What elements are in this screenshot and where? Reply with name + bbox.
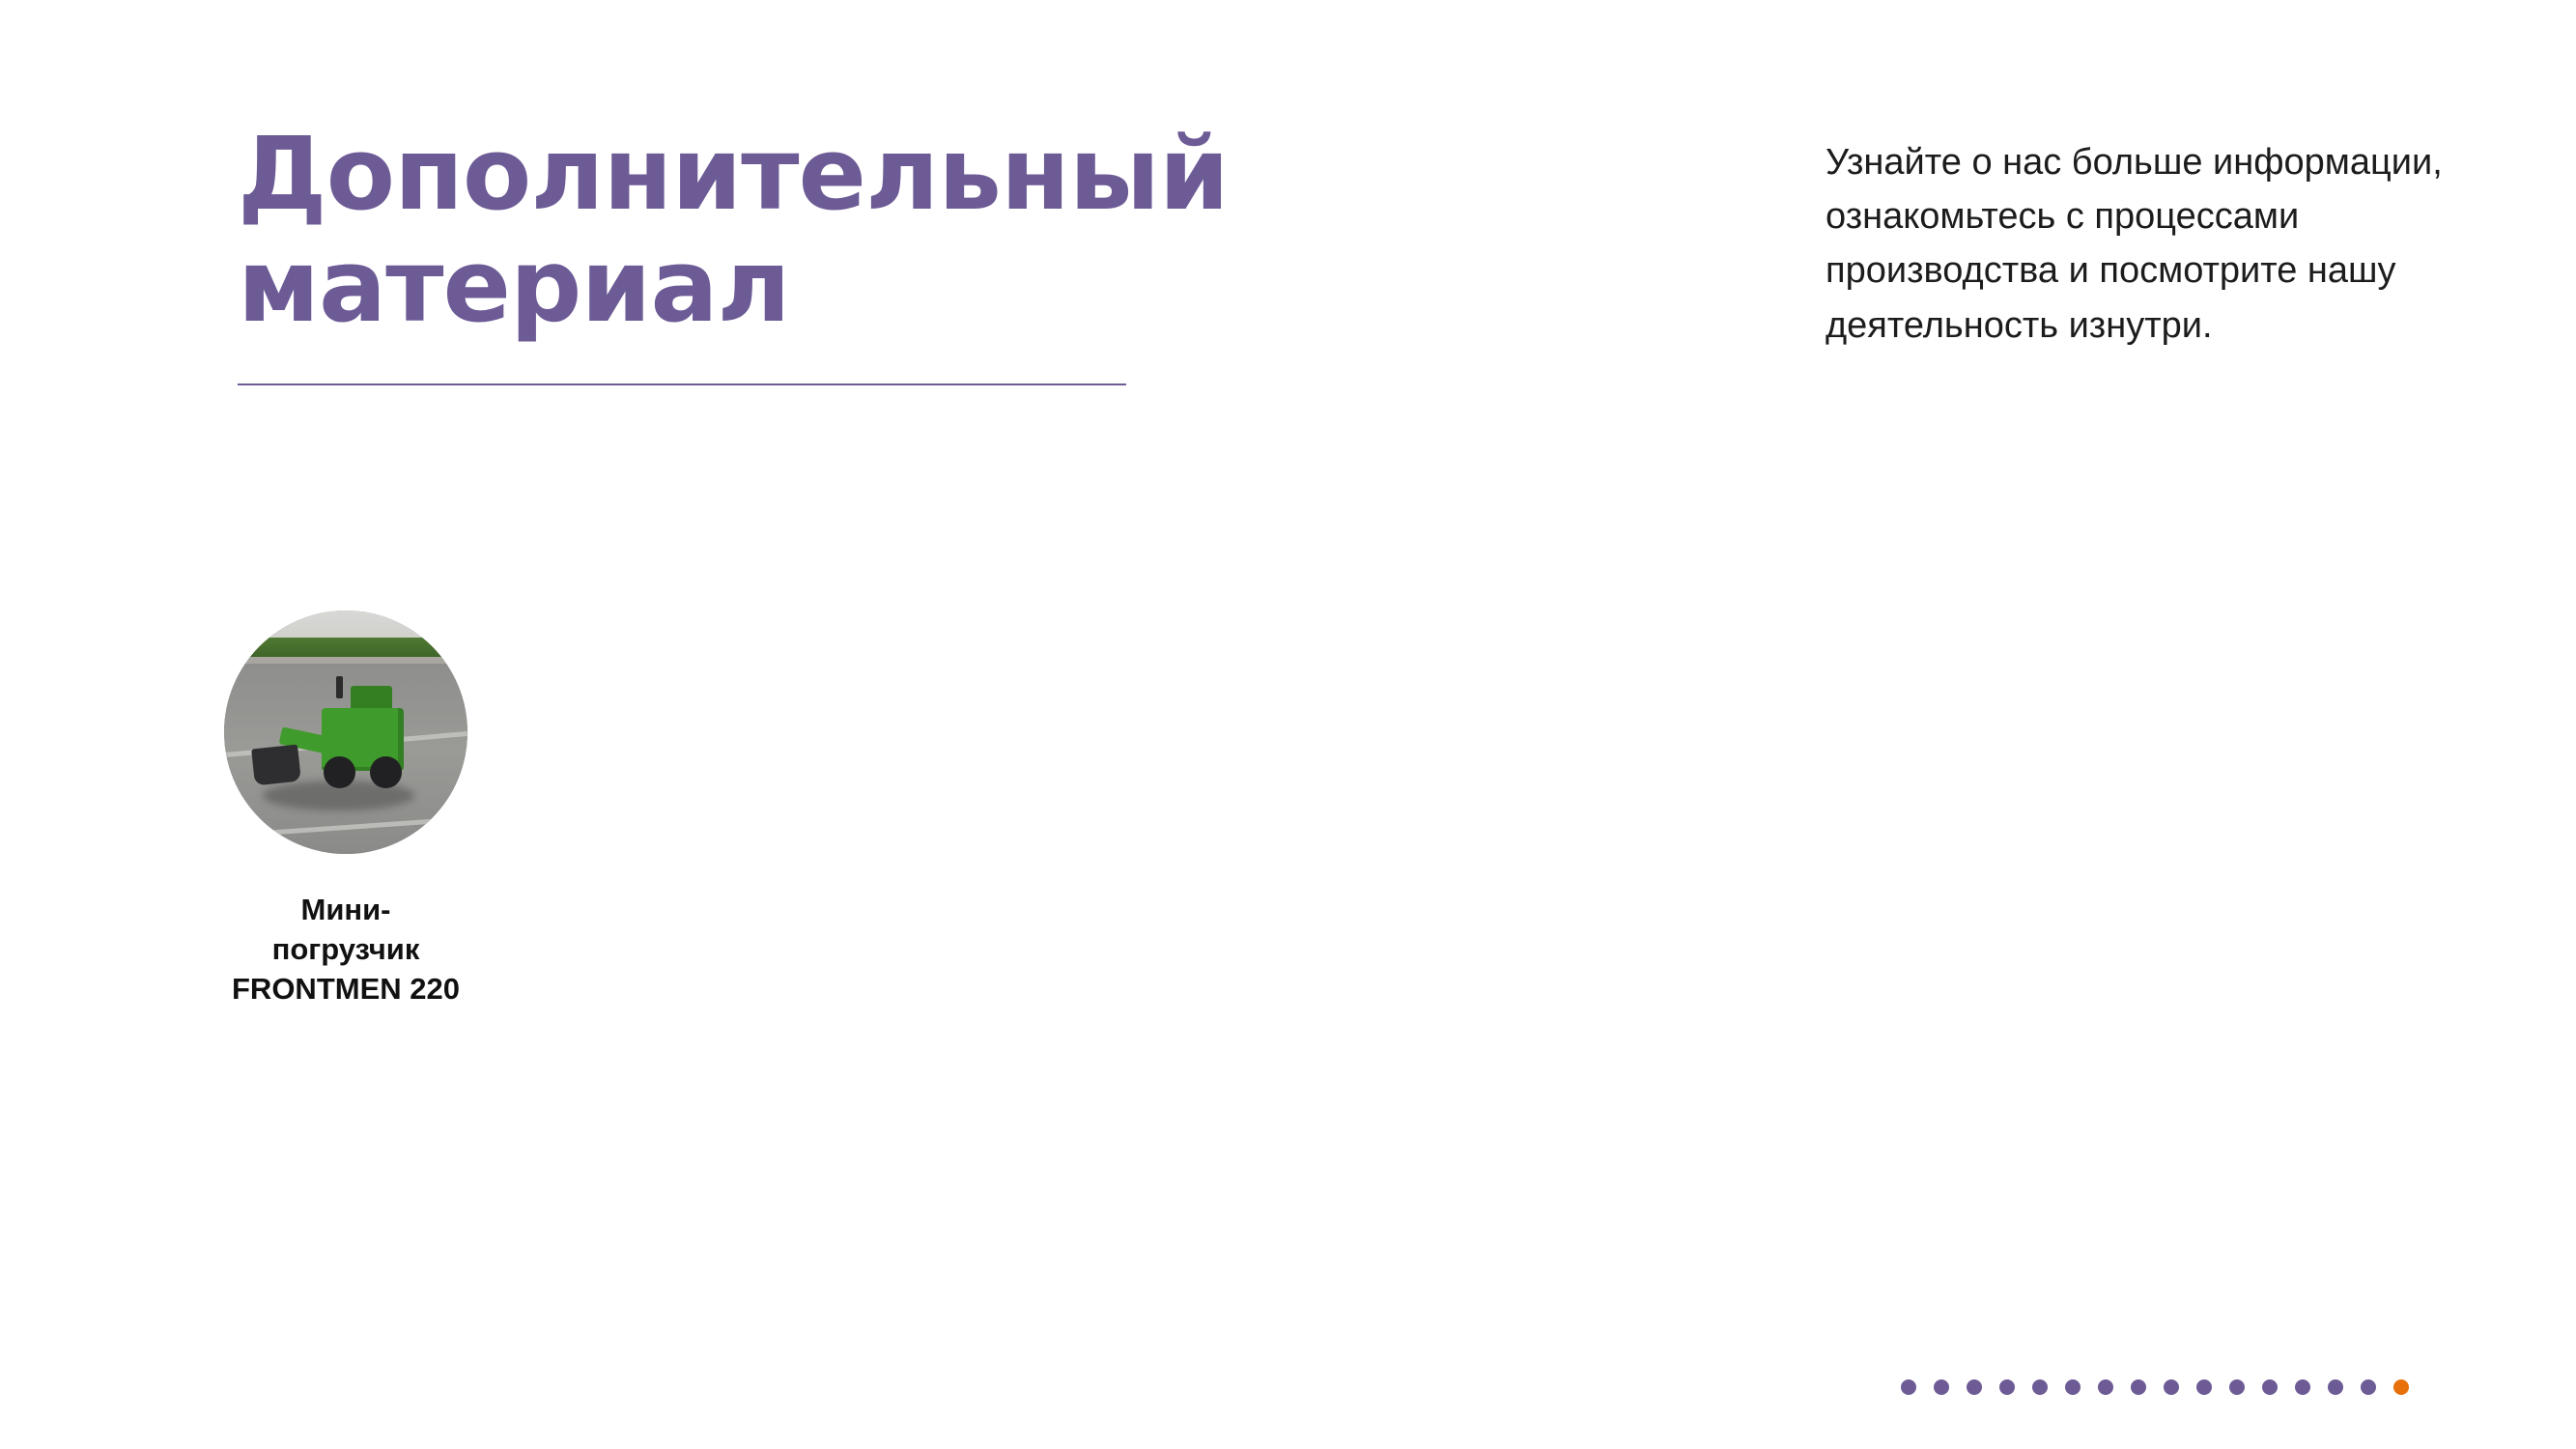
- photo-loader-wheel: [324, 756, 355, 788]
- dot: [2295, 1379, 2310, 1395]
- dot-strip: [1901, 1379, 2409, 1395]
- dot: [2065, 1379, 2081, 1395]
- dot: [2032, 1379, 2048, 1395]
- product-name-label: Мини-погрузчик FRONTMEN 220: [232, 893, 460, 1006]
- product-photo: [224, 611, 467, 854]
- dot: [1901, 1379, 1916, 1395]
- photo-loader-wheel: [370, 756, 402, 788]
- photo-loader-bucket: [251, 745, 301, 786]
- dot: [1934, 1379, 1949, 1395]
- dot: [2361, 1379, 2376, 1395]
- page-title: Дополнительный материал: [238, 115, 1229, 346]
- dot: [2196, 1379, 2212, 1395]
- dot-accent: [2393, 1379, 2409, 1395]
- dot: [2164, 1379, 2179, 1395]
- title-divider: [238, 384, 1126, 385]
- side-paragraph: Узнайте о нас больше информации, ознакомьтесь с процессами производства и посмотрите нашу деятельность изнутри.: [1826, 142, 2443, 346]
- dot: [1967, 1379, 1982, 1395]
- dot: [2262, 1379, 2278, 1395]
- product-card: [220, 611, 471, 1009]
- dot: [2098, 1379, 2113, 1395]
- dot: [2328, 1379, 2343, 1395]
- dot: [2131, 1379, 2146, 1395]
- photo-exhaust-pipe: [336, 676, 344, 698]
- dot: [2229, 1379, 2245, 1395]
- title-block: [238, 115, 1609, 385]
- dot: [1999, 1379, 2015, 1395]
